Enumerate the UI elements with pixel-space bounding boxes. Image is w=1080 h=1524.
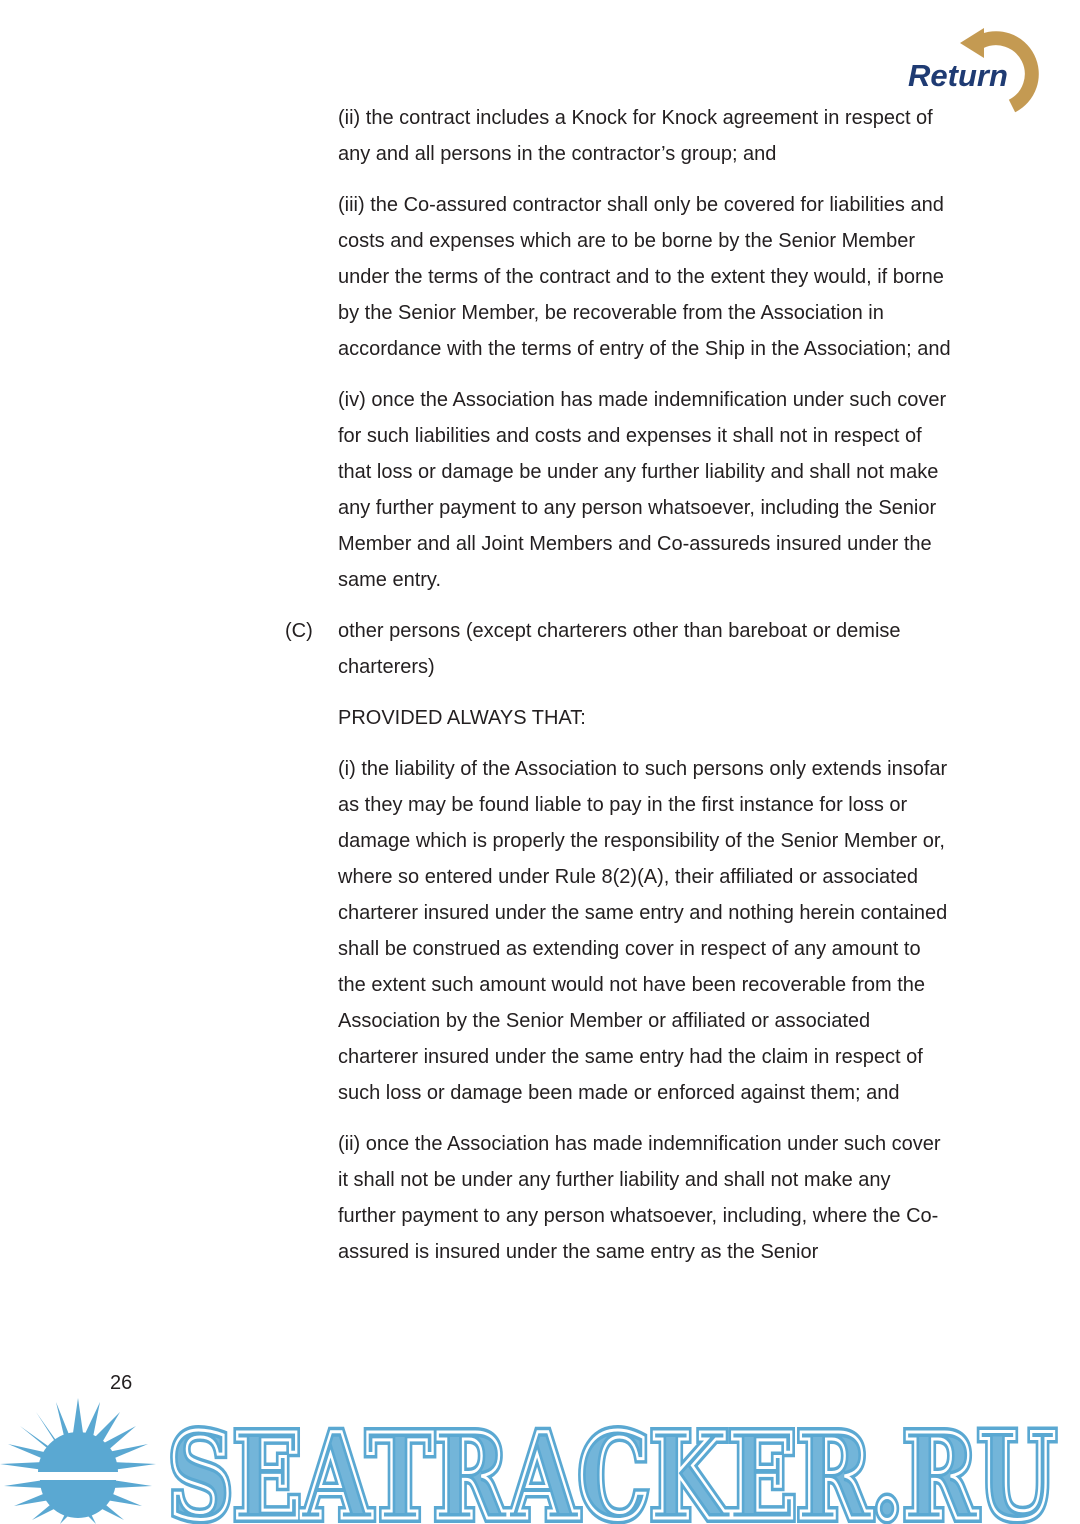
sun-icon	[0, 1398, 156, 1524]
paragraph-iii-coassured-contractor: (iii) the Co-assured contractor shall only be covered for liabilities and costs and expenses which are to be borne by the Senior Member under the terms of the contract and to the extent they would, if borne by the Senior Member, be recoverable from the Association in accordance with the terms of entry of the Ship in the Association; and	[338, 194, 951, 360]
paragraph-provided-always: PROVIDED ALWAYS THAT:	[338, 707, 586, 729]
paragraph-i-liability: (i) the liability of the Association to such persons only extends insofar as they may be found liable to pay in the first instance for loss or damage which is properly the responsibility of the Senior Member or, where so entered under Rule 8(2)(A), their affiliated or associated charterer insured under the same entry and nothing herein contained shall be construed as extending cover in respect of any amount to the extent such amount would not have been recoverable from the Association by the Senior Member or affiliated or associated charterer insured under the same entry had the claim in respect of such loss or damage been made or enforced against them; and	[338, 758, 948, 1104]
paragraph-c-other-persons	[285, 613, 953, 685]
paragraph-label: (C)	[285, 620, 313, 642]
paragraph-text: other persons (except charterers other than bareboat or demise charterers)	[338, 620, 901, 678]
paragraph-ii-knock-for-knock: (ii) the contract includes a Knock for Knock agreement in respect of any and all persons in the contractor’s group; and	[338, 107, 933, 165]
watermark-text	[168, 1407, 1056, 1524]
return-label: Return	[908, 58, 1008, 93]
watermark-text-fill: SEATRACKER.RU	[168, 1407, 1056, 1524]
document-body	[285, 100, 965, 1285]
page-number: 26	[110, 1372, 133, 1394]
paragraph-iv-indemnification: (iv) once the Association has made indemnification under such cover for such liabilities and costs and expenses it shall not in respect of that loss or damage be under any further liability and shall not make any further payment to any person whatsoever, including the Senior Member and all Joint Members and Co-assureds insured under the same entry.	[338, 389, 947, 591]
seatracker-watermark-logo	[0, 1360, 1080, 1524]
watermark-text-outline: SEATRACKER.RU	[168, 1407, 1056, 1524]
paragraph-ii-no-further-liability: (ii) once the Association has made indemnification under such cover it shall not be under any further liability and shall not make any further payment to any person whatsoever, including, where the Co-assured is insured under the same entry as the Senior	[338, 1133, 941, 1263]
